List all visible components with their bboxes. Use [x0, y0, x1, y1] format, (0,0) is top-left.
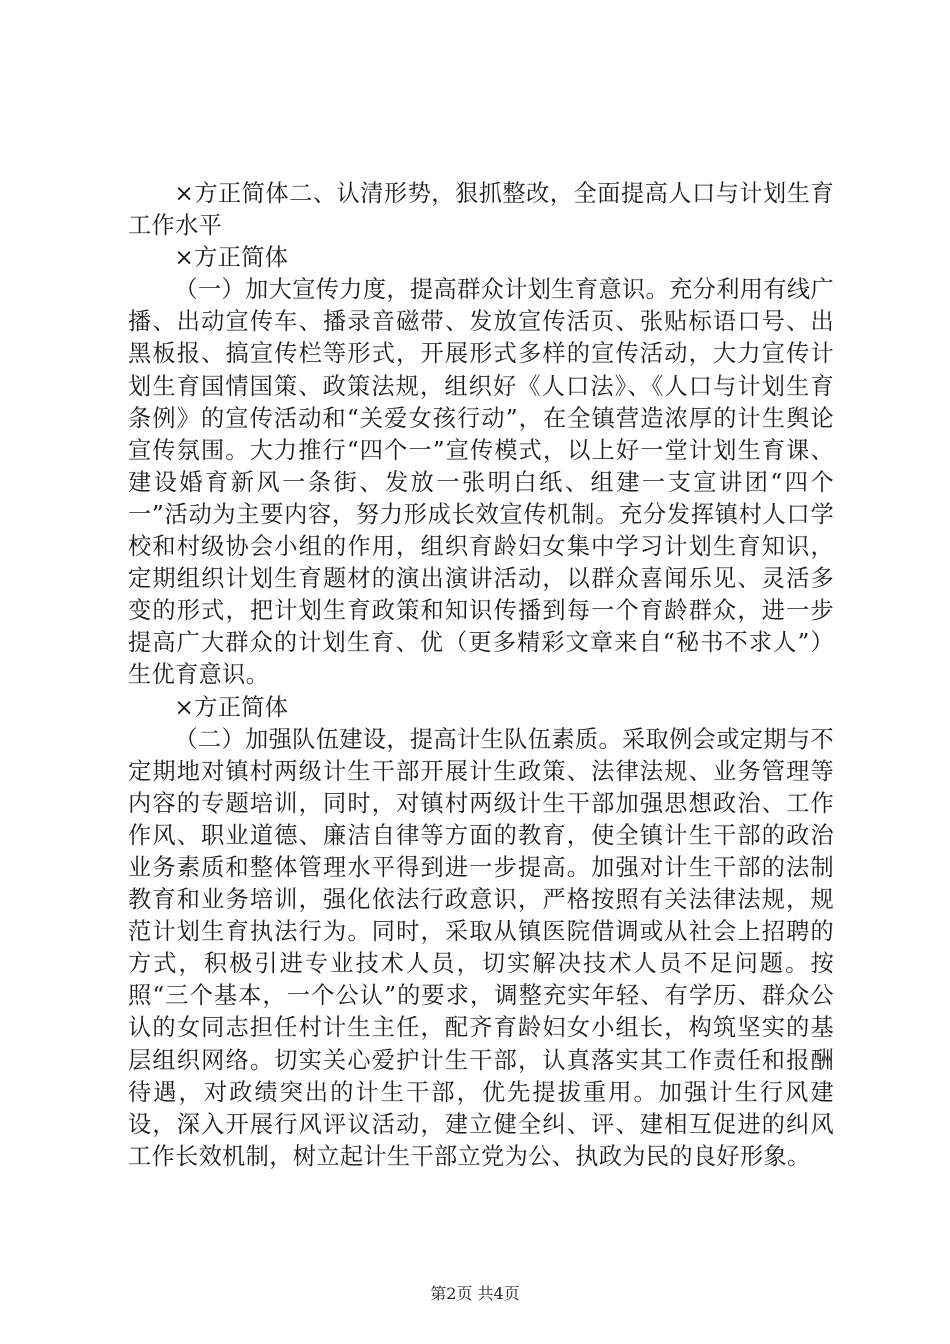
font-marker-paragraph: ×方正简体 — [174, 244, 289, 272]
document-body — [128, 178, 834, 1173]
page-footer — [0, 1284, 950, 1304]
team-building-paragraph: （二）加强队伍建设，提高计生队伍素质。采取例会或定期与不定期地对镇村两级计生干部开展计生政策、法律法规、业务管理等内容的专题培训，同时，对镇村两级计生干部加强思想政治、工作作风、职业道德、廉洁自律等方面的教育，使全镇计生干部的政治业务素质和整体管理水平得到进一步提高。加强对计生干部的法制教育和业务培训，强化依法行政意识，严格按照有关法律法规，规范计划生育执法行为。同时，采取从镇医院借调或从社会上招聘的方式，积极引进专业技术人员，切实解决技术人员不足问题。按照“三个基本，一个公认”的要求，调整充实年轻、有学历、群众公认的女同志担任村计生主任，配齐育龄妇女小组长，构筑坚实的基层组织网络。切实关心爱护计生干部，认真落实其工作责任和报酬待遇，对政绩突出的计生干部，优先提拔重用。加强计生行风建设，深入开展行风评议活动，建立健全纠、评、建相互促进的纠风工作长效机制，树立起计生干部立党为公、执政为民的良好形象。 — [128, 725, 834, 1170]
page-number: 第2页 共4页 — [430, 1284, 520, 1303]
font-marker-paragraph: ×方正简体 — [174, 693, 289, 721]
publicity-paragraph: （一）加大宣传力度，提高群众计划生育意识。充分利用有线广播、出动宣传车、播录音磁带、发放宣传活页、张贴标语口号、出黑板报、搞宣传栏等形式，开展形式多样的宣传活动，大力宣传计划生育国情国策、政策法规，组织好《人口法》、《人口与计划生育条例》的宣传活动和“关爱女孩行动”，在全镇营造浓厚的计生舆论宣传氛围。大力推行“四个一”宣传模式，以上好一堂计划生育课、建设婚育新风一条街、发放一张明白纸、组建一支宣讲团“四个一”活动为主要内容，努力形成长效宣传机制。充分发挥镇村人口学校和村级协会小组的作用，组织育龄妇女集中学习计划生育知识，定期组织计划生育题材的演出演讲活动，以群众喜闻乐见、灵活多变的形式，把计划生育政策和知识传播到每一个育龄群众，进一步提高广大群众的计划生育、优（更多精彩文章来自“秘书不求人”）生优育意识。 — [128, 276, 834, 689]
section-heading-paragraph: ×方正简体二、认清形势，狠抓整改，全面提高人口与计划生育工作水平 — [128, 180, 834, 240]
